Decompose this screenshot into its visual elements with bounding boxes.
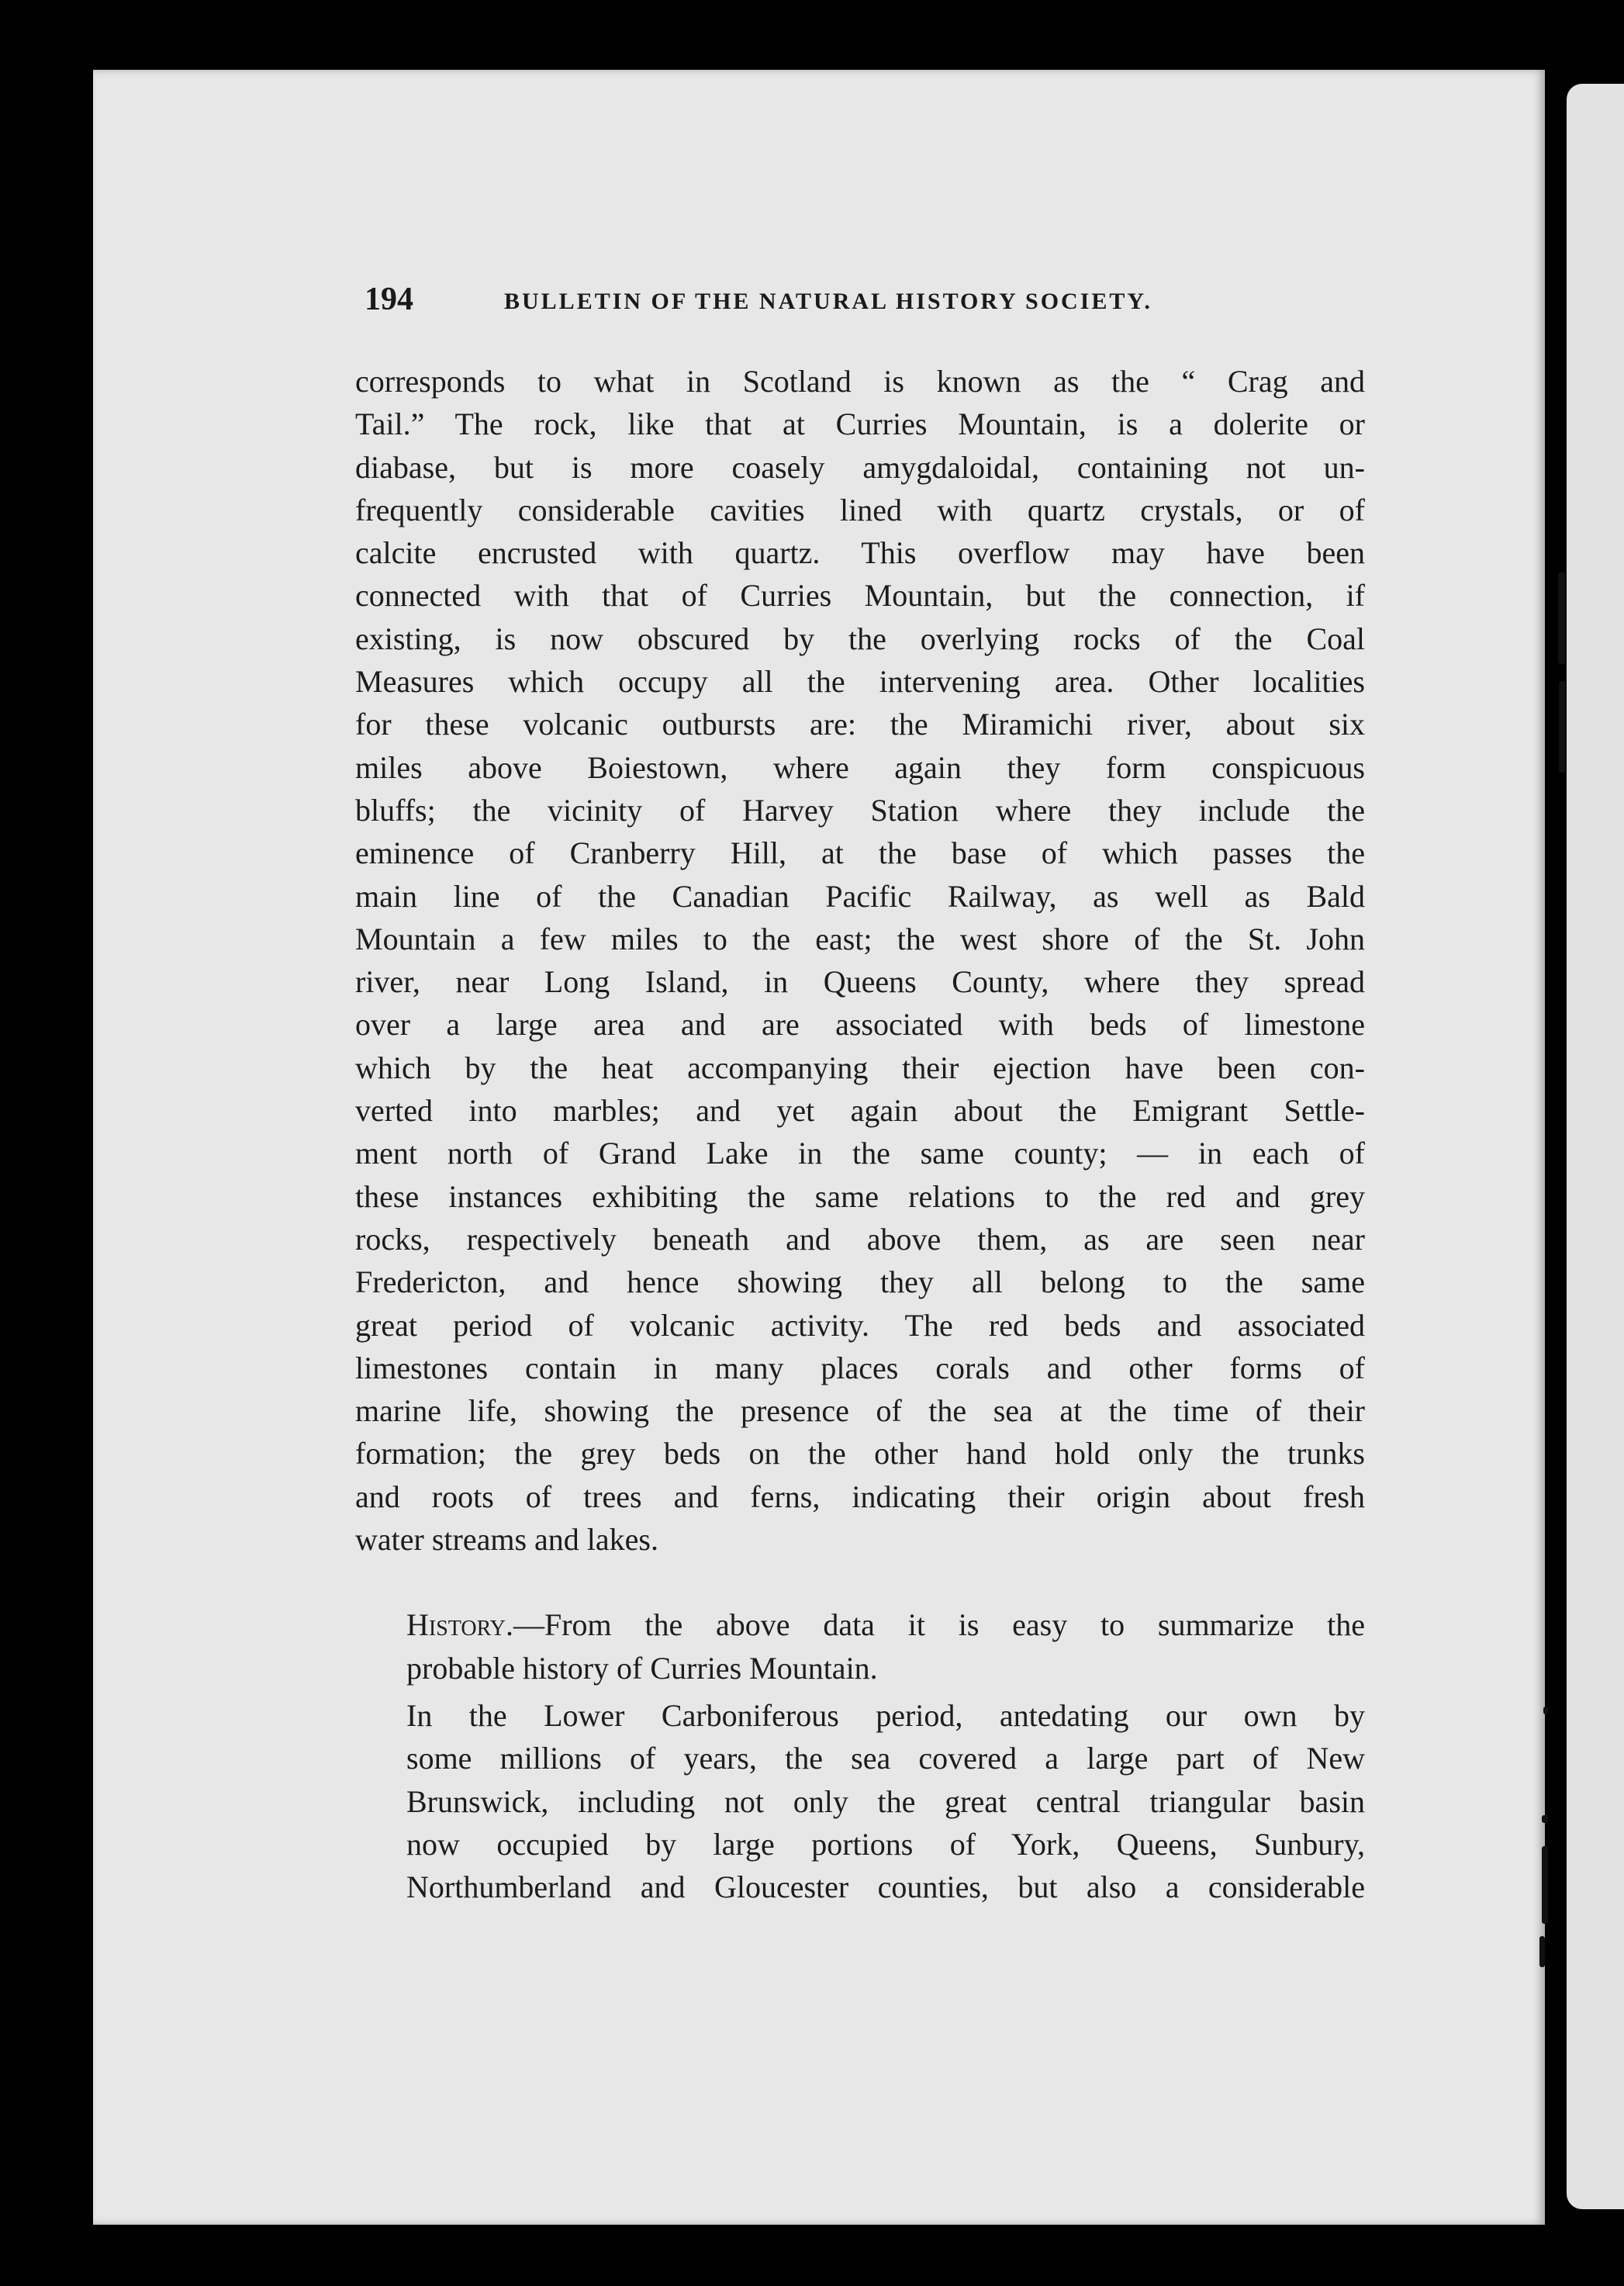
- text-line: Measures which occupy all the intervening area. Other localities: [355, 664, 1365, 700]
- text-line: ment north of Grand Lake in the same county; — in each of: [355, 1136, 1365, 1171]
- text-line: Northumberland and Gloucester counties, but also a considerable: [406, 1869, 1365, 1905]
- adjacent-page-edge: [1567, 84, 1624, 2209]
- text-line: calcite encrusted with quartz. This overflow may have been: [355, 535, 1365, 571]
- page-header: [365, 281, 1249, 320]
- text-line: main line of the Canadian Pacific Railway, as well as Bald: [355, 878, 1365, 914]
- text-line: formation; the grey beds on the other hand hold only the trunks: [355, 1436, 1365, 1472]
- paragraph-continuation: [355, 360, 1365, 1561]
- text-line: which by the heat accompanying their ejection have been con-: [355, 1050, 1365, 1085]
- binding-mark: [1543, 1707, 1548, 1714]
- text-line: limestones contain in many places corals and other forms of: [355, 1350, 1365, 1385]
- binding-mark: [1539, 1936, 1545, 1967]
- text-line: eminence of Cranberry Hill, at the base of which passes the: [355, 835, 1365, 871]
- text-line: diabase, but is more coasely amygdaloidal, containing not un-: [355, 449, 1365, 485]
- binding-mark: [1559, 681, 1566, 773]
- text-line: corresponds to what in Scotland is known as the “ Crag and: [355, 364, 1365, 399]
- binding-mark: [1558, 572, 1566, 664]
- text-line: now occupied by large portions of York, Queens, Sunbury,: [406, 1826, 1365, 1862]
- text-span: —From the above data it is easy to summarize the: [513, 1607, 1365, 1643]
- text-line: [355, 1603, 1365, 1646]
- text-line: rocks, respectively beneath and above them, as are seen near: [355, 1221, 1365, 1257]
- text-line: and roots of trees and ferns, indicating their origin about fresh: [355, 1478, 1365, 1514]
- text-line: water streams and lakes.: [355, 1522, 658, 1558]
- text-line: In the Lower Carboniferous period, antedating our own by: [406, 1697, 1365, 1733]
- text-line: Tail.” The rock, like that at Curries Mountain, is a dolerite or: [355, 406, 1365, 442]
- text-line: these instances exhibiting the same relations to the red and grey: [355, 1178, 1365, 1214]
- text-line: miles above Boiestown, where again they form conspicuous: [355, 749, 1365, 785]
- text-line: frequently considerable cavities lined with quartz crystals, or of: [355, 492, 1365, 527]
- binding-mark: [1542, 1815, 1548, 1823]
- running-head: BULLETIN OF THE NATURAL HISTORY SOCIETY.: [504, 289, 1152, 314]
- text-line: existing, is now obscured by the overlying rocks of the Coal: [355, 621, 1365, 656]
- text-line: great period of volcanic activity. The red beds and associated: [355, 1307, 1365, 1343]
- text-line: bluffs; the vicinity of Harvey Station where they include the: [355, 792, 1365, 828]
- text-line: for these volcanic outbursts are: the Miramichi river, about six: [355, 707, 1365, 742]
- text-line: some millions of years, the sea covered a large part of New: [406, 1741, 1365, 1776]
- text-line: Brunswick, including not only the great central triangular basin: [406, 1783, 1365, 1819]
- text-line: verted into marbles; and yet again about the Emigrant Settle-: [355, 1093, 1365, 1129]
- text-line: Fredericton, and hence showing they all belong to the same: [355, 1264, 1365, 1300]
- body-text: [355, 360, 1365, 1908]
- text-line: probable history of Curries Mountain.: [406, 1650, 878, 1686]
- page-number: 194: [365, 282, 413, 317]
- text-line: Mountain a few miles to the east; the west shore of the St. John: [355, 921, 1365, 956]
- text-line: river, near Long Island, in Queens County, where they spread: [355, 964, 1365, 1000]
- paragraph-history: [355, 1603, 1365, 1689]
- binding-mark: [1542, 1846, 1548, 1924]
- text-line: connected with that of Curries Mountain, but the connection, if: [355, 578, 1365, 614]
- text-line: marine life, showing the presence of the sea at the time of their: [355, 1393, 1365, 1429]
- section-heading: History.: [406, 1607, 513, 1643]
- paragraph-lower-carboniferous: [355, 1694, 1365, 1908]
- text-line: over a large area and are associated with beds of limestone: [355, 1007, 1365, 1043]
